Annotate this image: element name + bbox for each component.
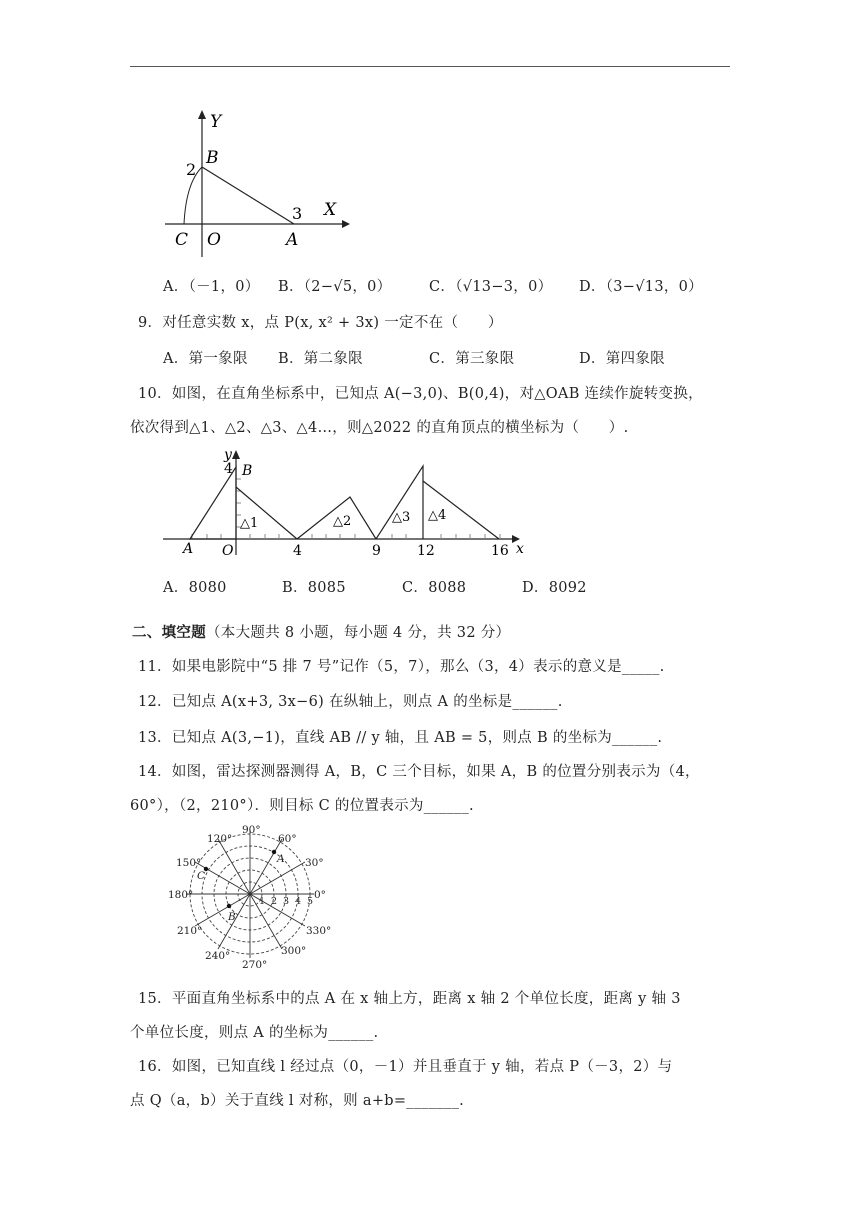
q8-segment-ba [202,167,294,224]
section2-note: （本大题共 8 小题，每小题 4 分，共 32 分） [206,625,511,641]
q14-radar-rays [186,830,314,958]
q14-angle-300: 300° [281,945,307,957]
q8-option-a: A．（－1，0） [163,279,260,295]
q14-angle-150: 150° [176,857,202,869]
q14-label-b: B [228,911,236,923]
q10-label-a: A [183,541,194,557]
q10-stem-line2: 依次得到△1、△2、△3、△4…，则△2022 的直角顶点的横坐标为（ ）. [130,420,629,436]
q10-stem-line1: 10．如图，在直角坐标系中，已知点 A(−3,0)、B(0,4)，对△OAB 连续作旋转变换， [138,386,703,402]
q10-label-b: B [242,463,253,479]
q12-stem: 12．已知点 A(x+3, 3x−6) 在纵轴上，则点 A 的坐标是______. [138,694,563,710]
q8-y-arrow [198,110,206,119]
q14-ring-1: 1 [259,896,266,907]
q10-label-tri1: △1 [240,516,259,531]
q14-angle-90: 90° [242,824,261,836]
q10-label-tri4: △4 [428,508,447,523]
q10-option-a: A．8080 [163,580,227,596]
q10-label-y: y [224,447,232,463]
q16-stem-line1: 16．如图，已知直线 l 经过点（0，－1）并且垂直于 y 轴，若点 P（－3，2）与 [138,1059,673,1075]
q10-label-t9: 9 [372,543,381,559]
q14-angle-270: 270° [242,959,268,971]
q8-label-3: 3 [292,204,303,223]
q14-label-c: C [197,870,206,882]
q14-point-a [272,850,276,854]
q9-option-b: B．第二象限 [278,351,363,367]
q14-angle-60: 60° [278,833,297,845]
q8-label-b: B [206,148,219,168]
q14-angle-210: 210° [177,925,203,937]
q10-label-o: O [222,543,234,559]
q14-angle-240: 240° [205,950,231,962]
q10-ticks [192,479,500,539]
q8-label-x: X [324,200,337,220]
q10-triangle-oab [190,467,236,539]
q10-label-t4: 4 [293,543,302,559]
q9-stem: 9．对任意实数 x，点 P(x, x² + 3x) 一定不在（ ） [138,315,503,331]
q14-point-b [227,904,231,908]
q8-option-c: C．（√13−3，0） [429,279,553,295]
q10-option-d: D．8092 [522,580,587,596]
q11-stem: 11．如果电影院中“5 排 7 号”记作（5，7），那么（3，4）表示的意义是_____. [138,659,665,675]
q8-label-y: Y [210,112,222,132]
q14-angle-0: 0° [314,889,326,901]
q9-option-a: A．第一象限 [163,351,248,367]
q14-radar-figure [160,822,360,972]
section2-title: 二、填空题 [132,624,206,641]
q10-option-b: B．8085 [282,580,346,596]
q14-ring-5: 5 [307,896,314,907]
q14-label-a: A [277,853,285,865]
q8-label-o: O [207,230,221,250]
q8-option-b: B．（2−√5，0） [278,279,392,295]
q10-figure [160,445,540,560]
q10-label-tri3: △3 [392,510,411,525]
q10-option-c: C．8088 [402,580,467,596]
q14-stem-line2: 60°），（2，210°）．则目标 C 的位置表示为______. [130,798,474,814]
q10-y-arrow [232,450,240,459]
q8-label-c: C [175,230,189,250]
q8-option-d: D．（3−√13，0） [579,279,703,295]
q8-label-a: A [286,230,299,250]
q10-triangle-3 [376,466,423,539]
q15-stem-line2: 个单位长度，则点 A 的坐标为______. [130,1025,379,1041]
q8-figure [160,105,360,265]
header-rule [130,66,730,67]
q14-ring-4: 4 [295,896,302,907]
q8-label-2: 2 [186,160,197,179]
q14-stem-line1: 14．如图，雷达探测器测得 A，B，C 三个目标，如果 A，B 的位置分别表示为（4， [138,764,700,780]
section2-heading [132,621,510,642]
q14-ring-2: 2 [271,896,278,907]
q10-label-x: x [516,541,524,557]
q14-angle-180: 180° [168,889,194,901]
q9-option-d: D．第四象限 [579,351,665,367]
q10-label-tri2: △2 [333,514,352,529]
q8-x-arrow [342,220,350,228]
q14-angle-30: 30° [305,857,324,869]
q14-angle-330: 330° [306,925,332,937]
q10-label-t12: 12 [417,543,435,559]
q10-label-t16: 16 [491,543,509,559]
q16-stem-line2: 点 Q（a，b）关于直线 l 对称，则 a+b=_______. [130,1093,465,1109]
q14-angle-120: 120° [207,833,233,845]
q10-label-4y: 4 [224,461,233,477]
q15-stem-line1: 15．平面直角坐标系中的点 A 在 x 轴上方，距离 x 轴 2 个单位长度，距离 y 轴 3 [138,991,681,1007]
q10-triangle-1 [236,487,297,539]
q9-option-c: C．第三象限 [429,351,515,367]
q13-stem: 13．已知点 A(3,−1)，直线 AB // y 轴，且 AB = 5，则点 B 的坐标为______. [138,730,663,746]
q14-ring-3: 3 [283,896,290,907]
